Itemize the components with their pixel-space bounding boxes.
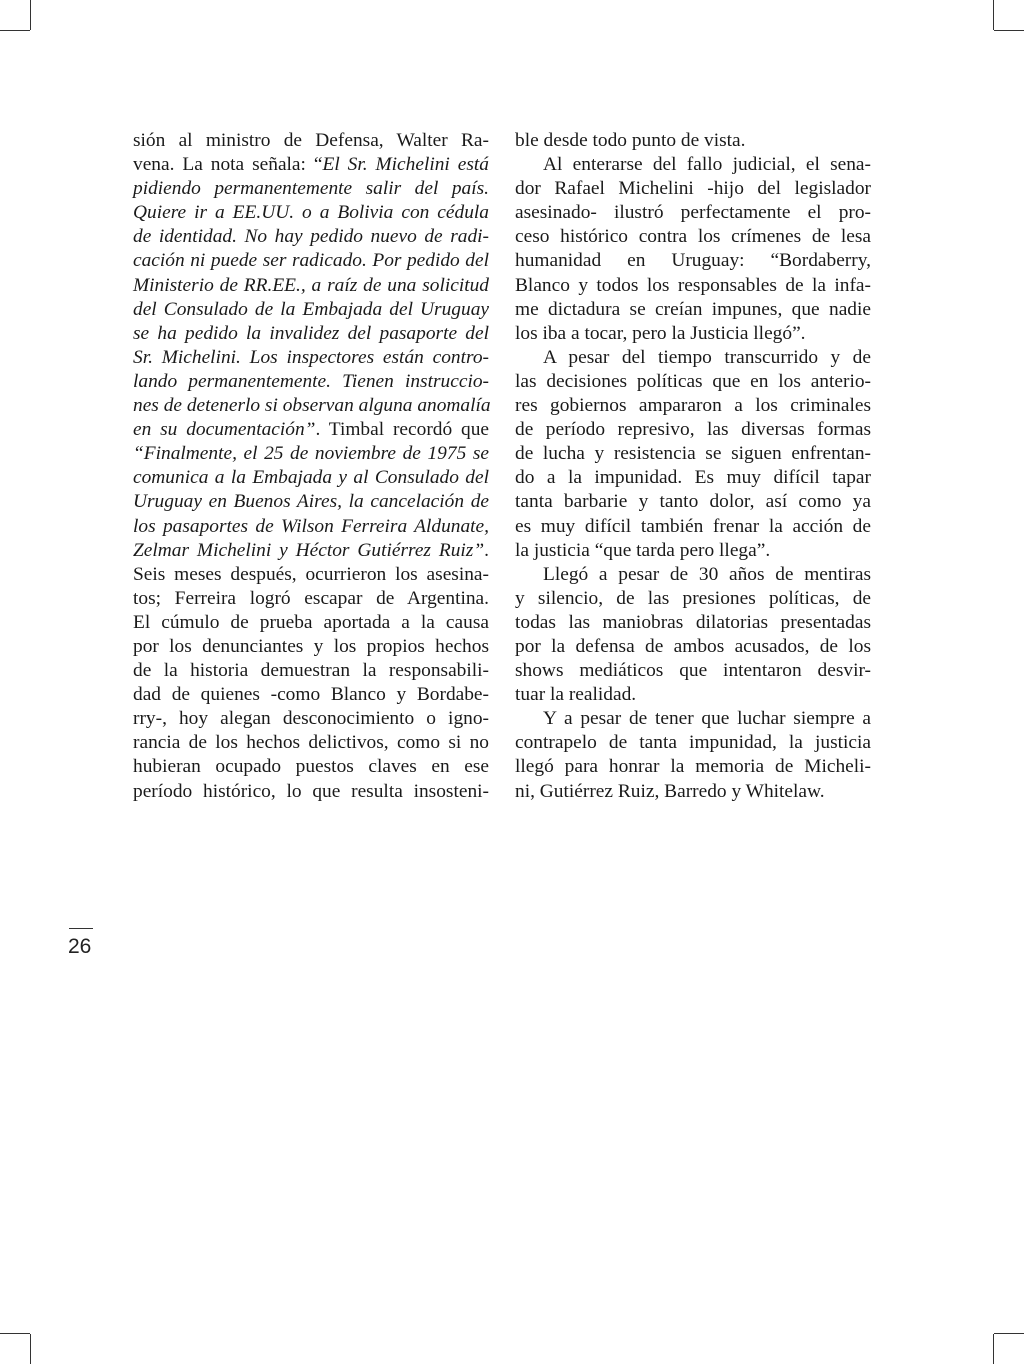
text-line (133, 153, 489, 177)
quote-italic: en su documentación” (133, 419, 316, 441)
quote-line: “Finalmente, el 25 de noviembre de 1975 se (133, 443, 489, 465)
crop-mark-bottom-right-v (993, 1334, 994, 1364)
text-line: llegó para honrar la memoria de Micheli- (515, 756, 871, 778)
crop-mark-top-right-v (993, 0, 994, 30)
text-line: humanidad en Uruguay: “Bordaberry, (515, 250, 871, 272)
text-line: de lucha y resistencia se siguen enfrentan- (515, 443, 871, 465)
text-span: . Timbal recordó que (315, 419, 489, 441)
text-line: de la historia demuestran la responsabili- (133, 660, 489, 682)
crop-mark-bottom-right-h (994, 1333, 1024, 1334)
quote-line: comunica a la Embajada y al Consulado del (133, 467, 489, 489)
text-line: sión al ministro de Defensa, Walter Ra- (133, 130, 489, 151)
text-line: y silencio, de las presiones políticas, de (515, 587, 871, 609)
crop-mark-top-right-h (994, 30, 1024, 31)
text-line (133, 539, 489, 563)
text-line: res gobiernos ampararon a los criminales (515, 395, 871, 417)
text-line: es muy difícil también frenar la acción de (515, 515, 871, 537)
text-line: ble desde todo punto de vista. (515, 130, 746, 151)
paragraph-first-line: Al enterarse del fallo judicial, el sena- (543, 154, 871, 176)
page-number: 26 (68, 935, 92, 958)
quote-line: nes de detenerlo si observan alguna anomalía (133, 395, 491, 417)
quote-line: Ministerio de RR.EE., a raíz de una solicitud (133, 274, 489, 296)
text-line: de período represivo, las diversas formas (515, 419, 871, 441)
text-line: rancia de los hechos delictivos, como si no (133, 732, 489, 754)
text-span: . (484, 539, 489, 561)
quote-line: pidiendo permanentemente salir del país. (133, 178, 489, 200)
text-line: las decisiones políticas que en los anterio- (515, 370, 871, 392)
text-line: me dictadura se creían impunes, que nadie (515, 298, 871, 320)
text-line: dor Rafael Michelini -hijo del legislador (515, 178, 871, 200)
text-line: dad de quienes -como Blanco y Bordabe- (133, 684, 489, 706)
right-text-column (515, 129, 871, 804)
text-line: por los denunciantes y los propios hechos (133, 635, 489, 657)
paragraph-first-line: Y a pesar de tener que luchar siempre a (543, 708, 871, 730)
text-line: asesinado- ilustró perfectamente el pro- (515, 202, 871, 224)
text-line: contrapelo de tanta impunidad, la justicia (515, 732, 871, 754)
paragraph-first-line: Llegó a pesar de 30 años de mentiras (543, 563, 871, 585)
quote-line: lando permanentemente. Tienen instruccio- (133, 370, 489, 392)
text-line: tos; Ferreira logró escapar de Argentina. (133, 587, 489, 609)
text-line: hubieran ocupado puestos claves en ese (133, 756, 489, 778)
crop-mark-bottom-left-h (0, 1333, 30, 1334)
crop-mark-top-left-h (0, 30, 30, 31)
crop-mark-bottom-left-v (30, 1334, 31, 1364)
crop-mark-top-left-v (30, 0, 31, 30)
quote-line: los pasaportes de Wilson Ferreira Aldunate, (133, 515, 489, 537)
quote-line: del Consulado de la Embajada del Uruguay (133, 298, 489, 320)
quote-line: Sr. Michelini. Los inspectores están contro- (133, 346, 489, 368)
text-line: ceso histórico contra los crímenes de lesa (515, 226, 871, 248)
text-line: Blanco y todos los responsables de la infa- (515, 274, 871, 296)
text-line: ni, Gutiérrez Ruiz, Barredo y Whitelaw. (515, 780, 825, 802)
text-line (133, 418, 489, 442)
left-text-column (133, 129, 489, 804)
text-line: período histórico, lo que resulta insosteni- (133, 780, 489, 802)
text-line: tuar la realidad. (515, 684, 637, 706)
text-line: todas las maniobras dilatorias presentadas (515, 611, 871, 633)
text-line: shows mediáticos que intentaron desvir- (515, 660, 871, 682)
text-line: la justicia “que tarda pero llega”. (515, 539, 771, 561)
text-line: do a la impunidad. Es muy difícil tapar (515, 467, 871, 489)
quote-italic: El Sr. Michelini está (322, 154, 489, 176)
text-line: por la defensa de ambos acusados, de los (515, 635, 871, 657)
quote-line: de identidad. No hay pedido nuevo de radi- (133, 226, 489, 248)
text-line: Seis meses después, ocurrieron los asesina- (133, 563, 489, 585)
text-span: vena. La nota señala: “ (133, 154, 323, 176)
quote-line: se ha pedido la invalidez del pasaporte del (133, 322, 489, 344)
paragraph-first-line: A pesar del tiempo transcurrido y de (543, 346, 871, 368)
quote-italic: Zelmar Michelini y Héctor Gutiérrez Ruiz” (133, 539, 485, 561)
text-line: El cúmulo de prueba aportada a la causa (133, 611, 489, 633)
folio-rule (69, 928, 93, 929)
text-line: rry-, hoy alegan desconocimiento o igno- (133, 708, 489, 730)
text-line: tanta barbarie y tanto dolor, así como ya (515, 491, 871, 513)
quote-line: Uruguay en Buenos Aires, la cancelación de (133, 491, 489, 513)
quote-line: cación ni puede ser radicado. Por pedido del (133, 250, 489, 272)
text-line: los iba a tocar, pero la Justicia llegó”. (515, 322, 806, 344)
quote-line: Quiere ir a EE.UU. o a Bolivia con cédula (133, 202, 489, 224)
